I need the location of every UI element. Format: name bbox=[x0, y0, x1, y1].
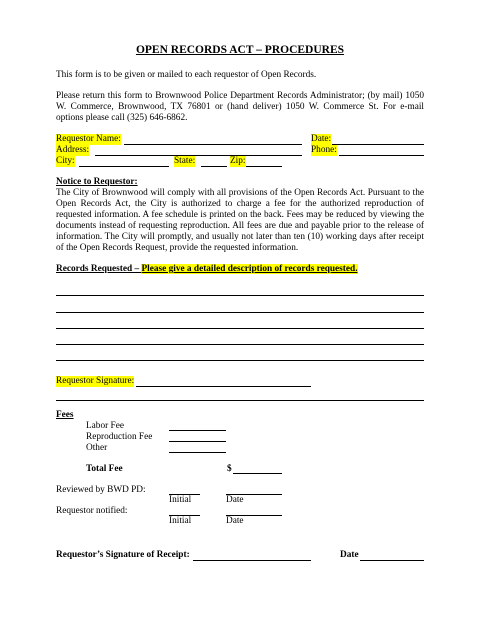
fee-item-other: Other bbox=[86, 443, 108, 453]
requestor-signature-label: Requestor Signature: bbox=[56, 376, 135, 386]
other-fee-field[interactable] bbox=[169, 452, 226, 453]
notice-body: The City of Brownwood will comply with all provisions of the Open Records Act. Pursuant to the Open Records Act, the City is authorized to charge a fee for the authorized reproduction of requested information. A fee schedule is printed on the back. Fees may be reduced by viewing the documents instead of requesting reproduction. All fees are due and payable prior to the release of information. The City will promptly, and usually not later than ten (10) working days after receipt of the Open Records Request, provide the requested information. bbox=[56, 188, 424, 253]
records-line-2[interactable] bbox=[56, 312, 424, 313]
fee-item-reproduction: Reproduction Fee bbox=[86, 432, 153, 442]
records-requested-label: Records Requested – bbox=[56, 264, 142, 274]
section-divider bbox=[56, 400, 424, 401]
receipt-date-label: Date bbox=[340, 550, 359, 560]
city-label: City: bbox=[56, 156, 75, 166]
records-line-1[interactable] bbox=[56, 295, 424, 296]
phone-field[interactable] bbox=[339, 155, 424, 156]
phone-label: Phone: bbox=[311, 145, 337, 155]
records-line-5[interactable] bbox=[56, 360, 424, 361]
state-label: State: bbox=[174, 156, 196, 166]
records-line-3[interactable] bbox=[56, 328, 424, 329]
fee-item-labor: Labor Fee bbox=[86, 421, 124, 431]
fees-heading: Fees bbox=[56, 410, 74, 420]
address-field[interactable] bbox=[95, 155, 302, 156]
total-fee-label: Total Fee bbox=[86, 464, 123, 474]
notice-heading: Notice to Requestor: bbox=[56, 177, 138, 187]
labor-fee-field[interactable] bbox=[169, 430, 226, 431]
reviewed-by-label: Reviewed by BWD PD: bbox=[56, 485, 146, 495]
records-requested-instruction: Please give a detailed description of records requested. bbox=[141, 264, 358, 274]
requestor-signature-field[interactable] bbox=[136, 386, 311, 387]
requestor-notified-label: Requestor notified: bbox=[56, 506, 128, 516]
receipt-date-field[interactable] bbox=[360, 560, 424, 561]
zip-label: Zip: bbox=[230, 156, 246, 166]
requestor-name-field[interactable] bbox=[124, 144, 302, 145]
receipt-signature-field[interactable] bbox=[193, 560, 311, 561]
return-instructions: Please return this form to Brownwood Police Department Records Administrator; (by mail) 1050 W. Commerce, Brownwood, TX 76801 or (hand deliver) 1050 W. Commerce St. For e-mail options please call (325) 646-6862. bbox=[56, 91, 424, 123]
total-fee-field[interactable] bbox=[233, 473, 282, 474]
state-field[interactable] bbox=[201, 166, 227, 167]
records-requested-heading bbox=[56, 264, 358, 275]
reviewed-date-label: Date bbox=[226, 495, 244, 505]
records-line-4[interactable] bbox=[56, 344, 424, 345]
requestor-name-label: Requestor Name: bbox=[56, 134, 121, 144]
city-field[interactable] bbox=[79, 166, 169, 167]
currency-symbol: $ bbox=[227, 464, 232, 474]
intro-text: This form is to be given or mailed to each requestor of Open Records. bbox=[56, 70, 317, 80]
receipt-signature-label: Requestor’s Signature of Receipt: bbox=[56, 550, 190, 560]
form-title: OPEN RECORDS ACT – PROCEDURES bbox=[135, 44, 345, 56]
zip-field[interactable] bbox=[246, 166, 282, 167]
address-label: Address: bbox=[56, 145, 90, 155]
notified-initial-label: Initial bbox=[169, 516, 192, 526]
reviewed-initial-label: Initial bbox=[169, 495, 192, 505]
date-field[interactable] bbox=[332, 144, 424, 145]
reproduction-fee-field[interactable] bbox=[169, 441, 226, 442]
date-label: Date: bbox=[311, 134, 332, 144]
notified-date-label: Date bbox=[226, 516, 244, 526]
